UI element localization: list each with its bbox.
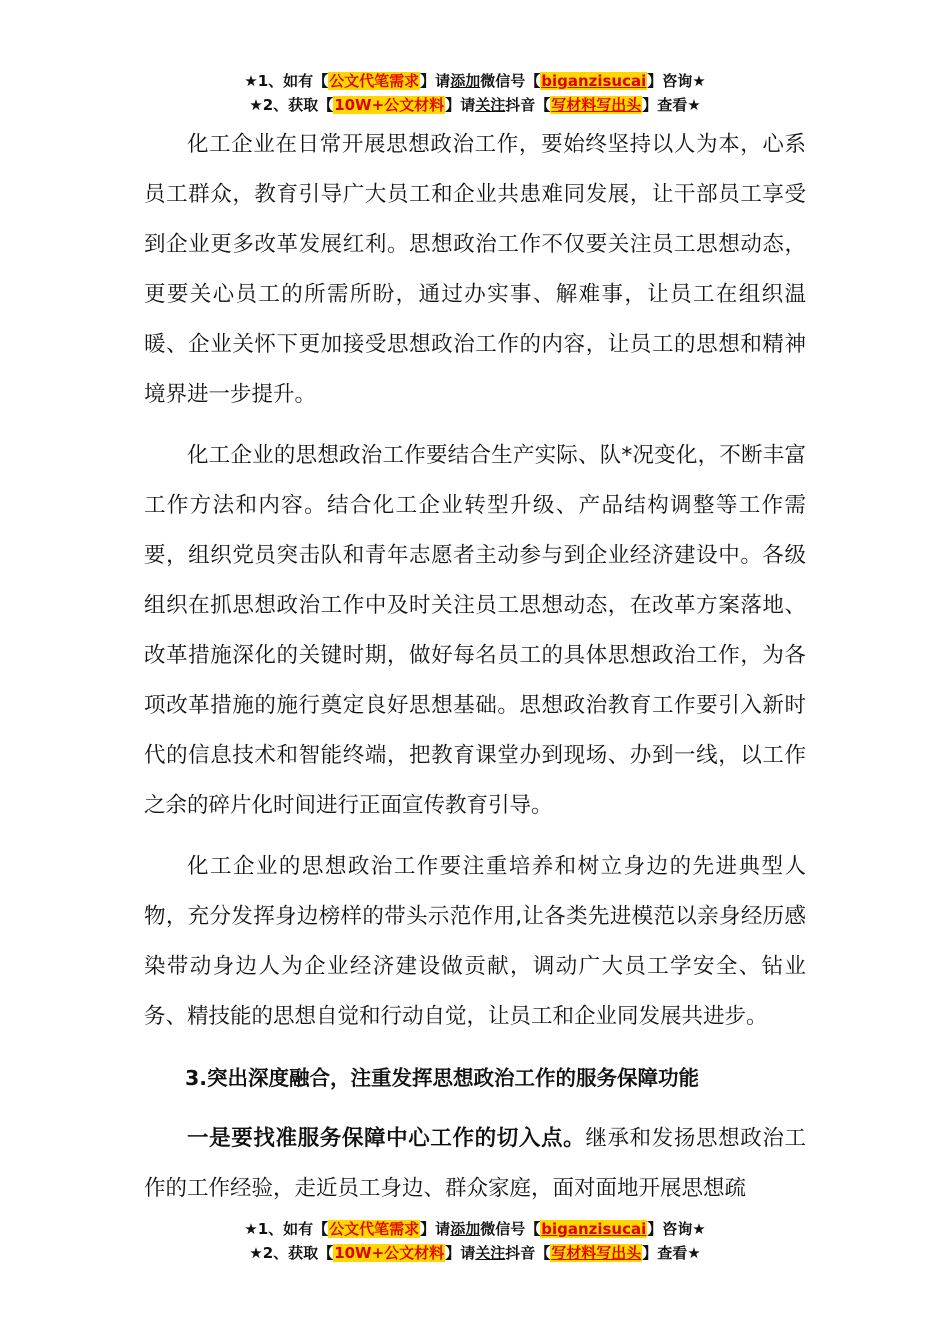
paragraph-2: 化工企业的思想政治工作要结合生产实际、队*况变化，不断丰富工作方法和内容。结合化工企业转型升级、产品结构调整等工作需要，组织党员突击队和青年志愿者主动参与到企业经济建设中。各级组织在抓思想政治工作中及时关注员工思想动态，在改革方案落地、改革措施深化的关键时期，做好每名员工的具体思想政治工作，为各项改革措施的施行奠定良好思想基础。思想政治教育工作要引入新时代的信息技术和智能终端，把教育课堂办到现场、办到一线，以工作之余的碎片化时间进行正面宣传教育引导。: [144, 443, 806, 818]
banner-text: 】请: [445, 1244, 476, 1262]
banner-text: 微信号【: [480, 1220, 541, 1238]
top-banner: [0, 70, 950, 118]
banner-text: 抖音【: [505, 1244, 551, 1262]
banner-text: 】查看★: [642, 96, 701, 114]
banner-highlight: 公文代笔需求: [329, 72, 420, 90]
banner-text: 】请: [420, 1220, 451, 1238]
banner-highlight: 10W+公文材料: [334, 96, 445, 114]
banner-emphasis: 关注: [475, 1244, 506, 1262]
banner-emphasis: 关注: [475, 96, 506, 114]
banner-line-2: [0, 94, 950, 118]
paragraph-4-text: 继承和发扬思想政治工作的工作经验，走近员工身边、群众家庭，面对面地开展思想疏: [144, 1126, 806, 1201]
banner-line-1: [0, 1218, 950, 1242]
banner-highlight: 公文代笔需求: [329, 1220, 420, 1238]
banner-text: ★2、获取【: [249, 1244, 334, 1262]
banner-wechat-id: biganzisucai: [541, 1220, 647, 1238]
banner-text: 】请: [445, 96, 476, 114]
banner-text: 】咨询★: [647, 72, 706, 90]
banner-text: 】查看★: [642, 1244, 701, 1262]
banner-text: ★1、如有【: [244, 72, 329, 90]
paragraph-4: [144, 1114, 806, 1214]
paragraph-4-lead: 一是要找准服务保障中心工作的切入点。: [187, 1126, 586, 1151]
banner-douyin-id: 写材料写出头: [551, 1244, 642, 1262]
paragraph-3: 化工企业的思想政治工作要注重培养和树立身边的先进典型人物，充分发挥身边榜样的带头示范作用,让各类先进模范以亲身经历感染带动身边人为企业经济建设做贡献，调动广大员工学安全、钻业务、精技能的思想自觉和行动自觉，让员工和企业同发展共进步。: [144, 854, 806, 1029]
banner-wechat-id: biganzisucai: [541, 72, 647, 90]
banner-text: 抖音【: [505, 96, 551, 114]
document-body: [144, 120, 806, 1214]
banner-emphasis: 添加: [450, 1220, 481, 1238]
banner-line-2: [0, 1242, 950, 1266]
banner-emphasis: 添加: [450, 72, 481, 90]
banner-text: ★2、获取【: [249, 96, 334, 114]
paragraph-1: 化工企业在日常开展思想政治工作，要始终坚持以人为本，心系员工群众，教育引导广大员工和企业共患难同发展，让干部员工享受到企业更多改革发展红利。思想政治工作不仅要关注员工思想动态，更要关心员工的所需所盼，通过办实事、解难事，让员工在组织温暖、企业关怀下更加接受思想政治工作的内容，让员工的思想和精神境界进一步提升。: [144, 132, 806, 407]
banner-text: 】请: [420, 72, 451, 90]
banner-text: 】咨询★: [647, 1220, 706, 1238]
bottom-banner: [0, 1218, 950, 1266]
banner-highlight: 10W+公文材料: [334, 1244, 445, 1262]
banner-douyin-id: 写材料写出头: [551, 96, 642, 114]
section-heading: 3.突出深度融合，注重发挥思想政治工作的服务保障功能: [185, 1066, 700, 1090]
banner-line-1: [0, 70, 950, 94]
banner-text: 微信号【: [480, 72, 541, 90]
banner-text: ★1、如有【: [244, 1220, 329, 1238]
